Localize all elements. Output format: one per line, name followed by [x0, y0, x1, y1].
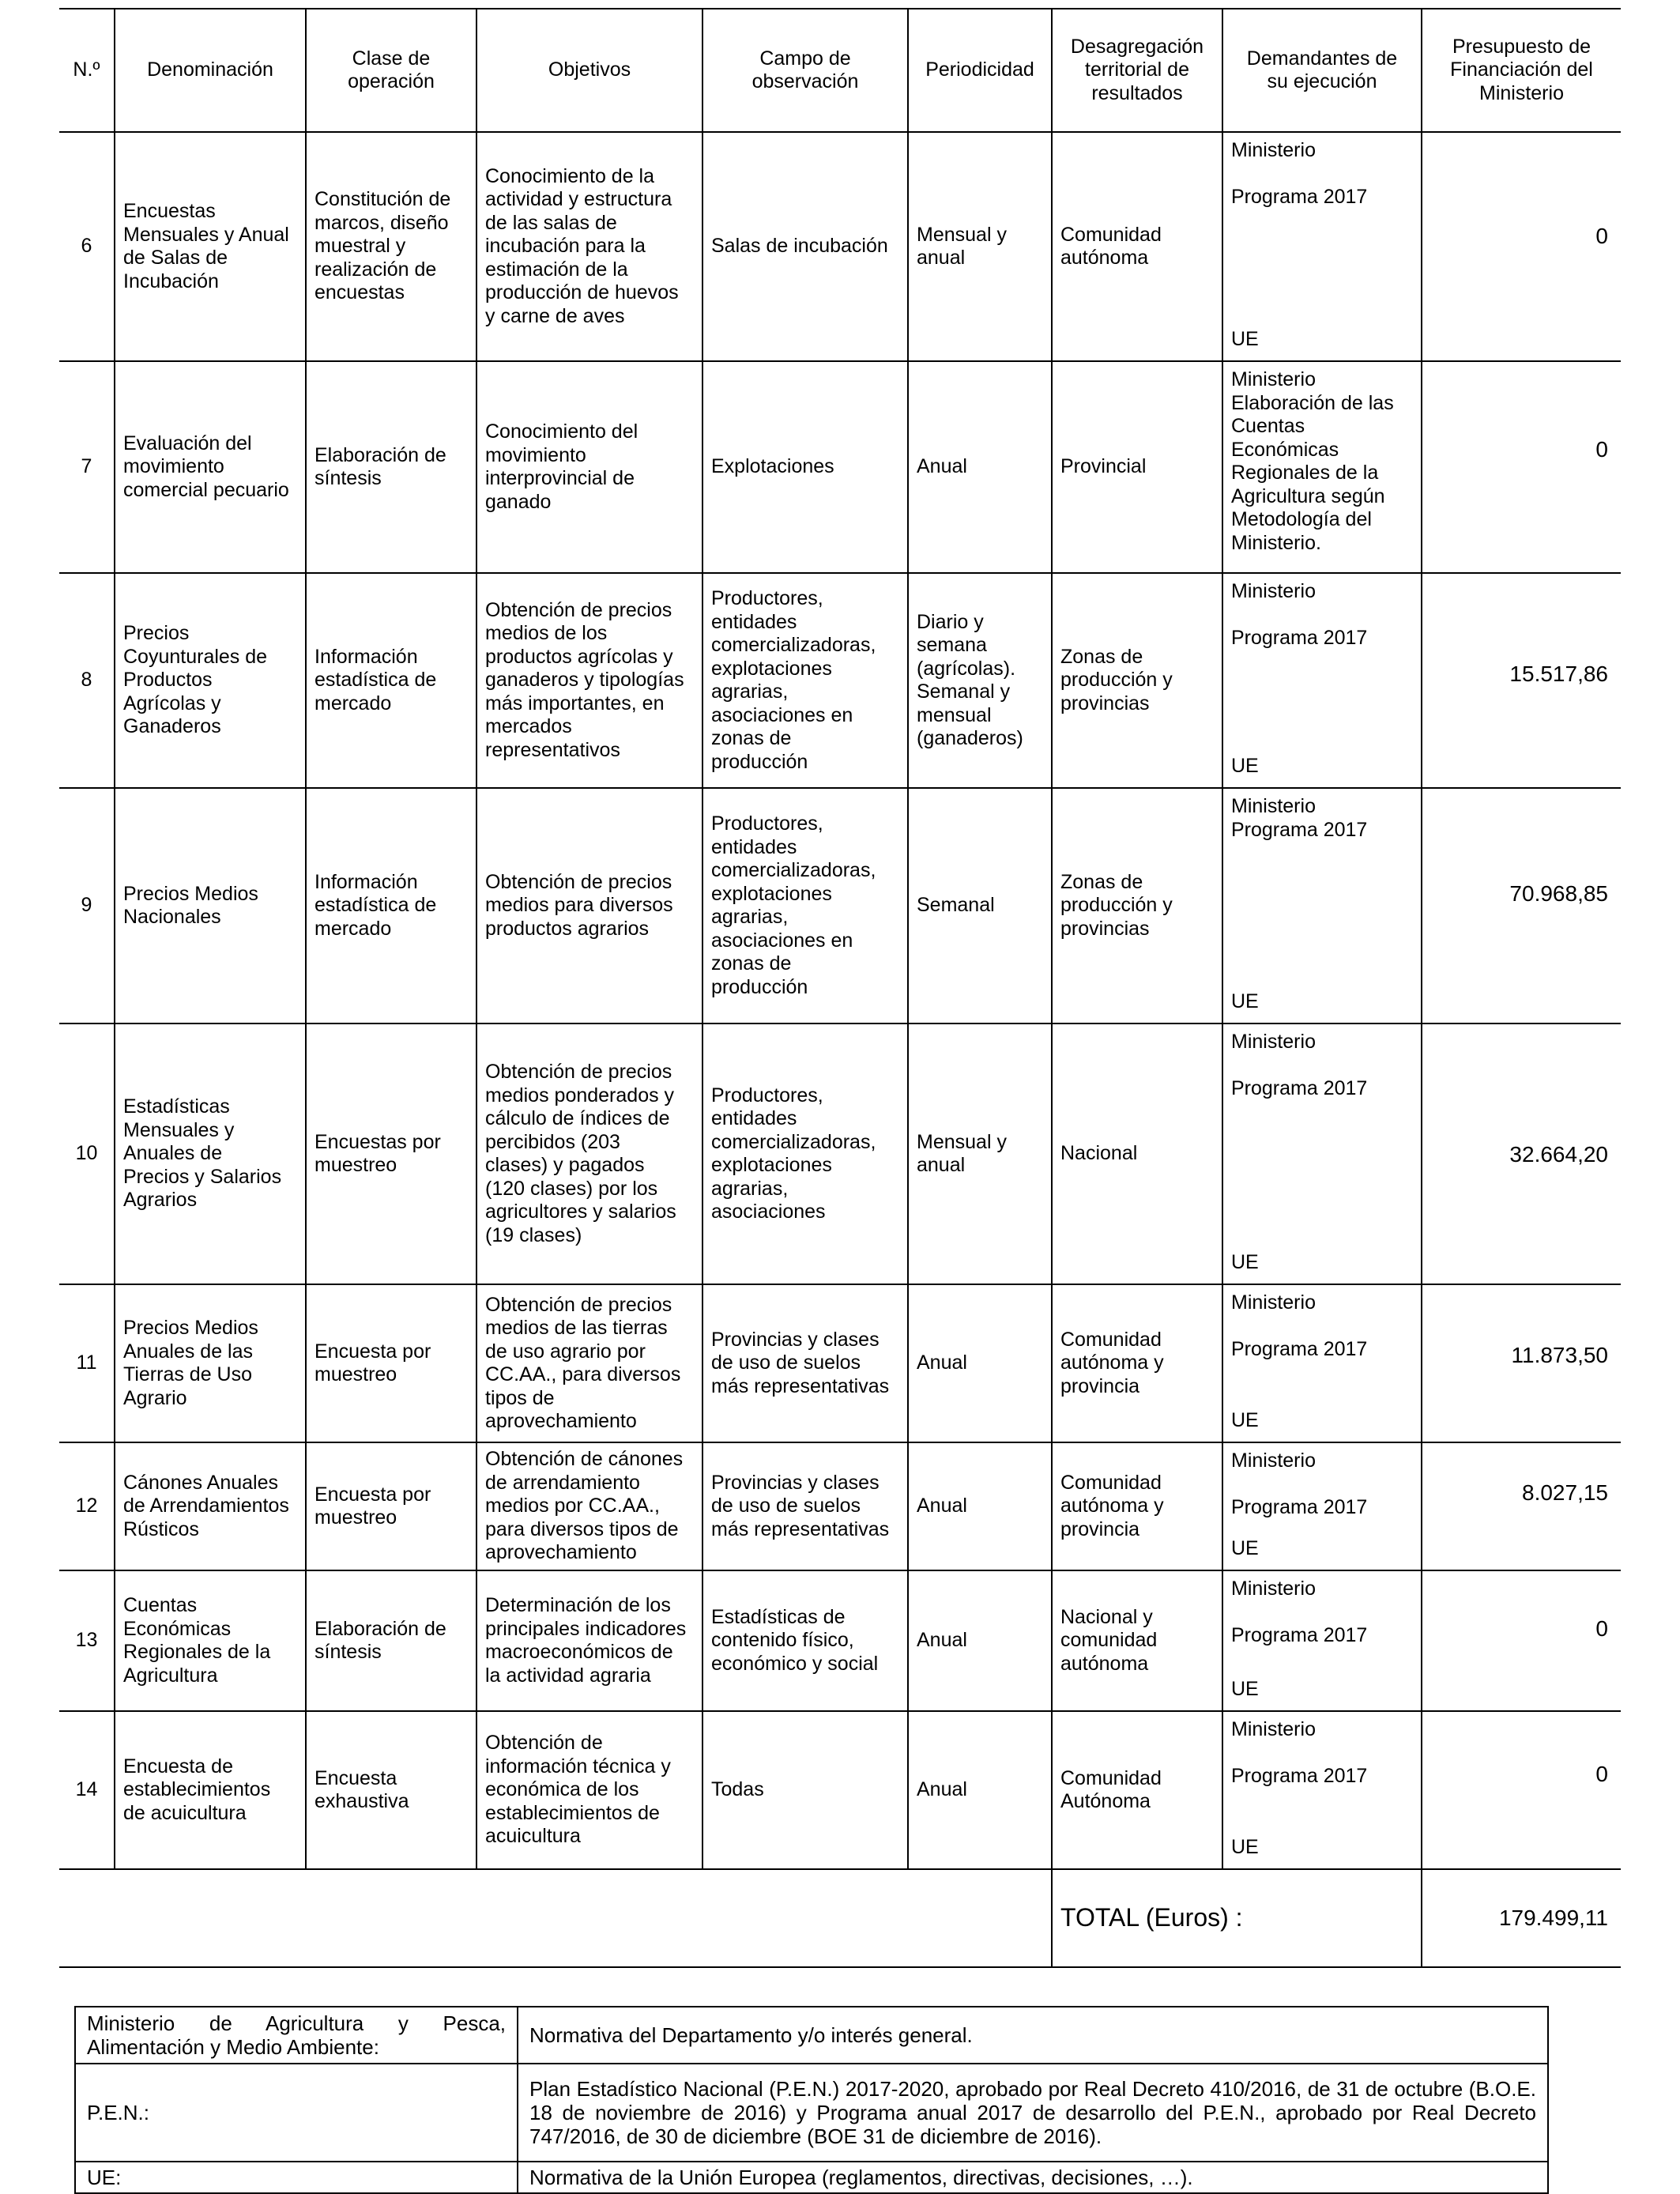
cell-campo: Todas [703, 1711, 908, 1869]
cell-clase: Constitución de marcos, diseño muestral y realización de encuestas [306, 132, 477, 361]
legend-row [75, 2162, 1548, 2193]
table-row [59, 132, 1621, 361]
cell-campo: Provincias y clases de uso de suelos más representativas [703, 1442, 908, 1570]
cell-clase: Información estadística de mercado [306, 788, 477, 1023]
cell-desagregacion: Nacional y comunidad autónoma [1052, 1570, 1222, 1711]
header-campo: Campo de observación [703, 9, 908, 132]
cell-periodicidad: Mensual y anual [908, 1023, 1052, 1284]
cell-demandantes [1222, 573, 1422, 788]
demandante-ue: UE [1231, 1408, 1259, 1431]
cell-demandantes [1222, 1570, 1422, 1711]
demandante-line: Ministerio [1231, 1031, 1316, 1053]
legend-row [75, 2064, 1548, 2162]
cell-objetivos: Obtención de precios medios para diversos productos agrarios [477, 788, 703, 1023]
cell-num: 9 [59, 788, 115, 1023]
demandante-line: Ministerio [1231, 1291, 1316, 1314]
header-objetivos: Objetivos [477, 9, 703, 132]
cell-periodicidad: Anual [908, 1284, 1052, 1442]
header-clase: Clase de operación [306, 9, 477, 132]
cell-desagregacion: Comunidad autónoma [1052, 132, 1222, 361]
demandante-ue: UE [1231, 990, 1259, 1012]
cell-clase: Encuesta exhaustiva [306, 1711, 477, 1869]
header-denominacion: Denominación [115, 9, 306, 132]
cell-num: 13 [59, 1570, 115, 1711]
header-num: N.º [59, 9, 115, 132]
cell-presupuesto: 0 [1422, 1570, 1621, 1711]
cell-clase: Encuestas por muestreo [306, 1023, 477, 1284]
cell-demandantes [1222, 1442, 1422, 1570]
legend-label: Ministerio de Agricultura y Pesca, Alimentación y Medio Ambiente: [75, 2007, 518, 2064]
table-row [59, 1442, 1621, 1570]
demandante-line: Ministerio Elaboración de las Cuentas Económicas Regionales de la Agricultura según Metodología del Ministerio. [1231, 368, 1394, 554]
demandante-ue: UE [1231, 1677, 1259, 1700]
cell-presupuesto: 11.873,50 [1422, 1284, 1621, 1442]
cell-periodicidad: Anual [908, 1442, 1052, 1570]
total-blank-cell [59, 1869, 1052, 1967]
cell-num: 10 [59, 1023, 115, 1284]
cell-periodicidad: Anual [908, 1711, 1052, 1869]
demandante-ue: UE [1231, 327, 1259, 350]
legend-table [74, 2006, 1549, 2194]
cell-denominacion: Precios Coyunturales de Productos Agrícolas y Ganaderos [115, 573, 306, 788]
cell-periodicidad: Anual [908, 361, 1052, 573]
cell-desagregacion: Comunidad autónoma y provincia [1052, 1284, 1222, 1442]
cell-objetivos: Obtención de precios medios de las tierras de uso agrario por CC.AA., para diversos tipos de aprovechamiento [477, 1284, 703, 1442]
legend-label: P.E.N.: [75, 2064, 518, 2162]
cell-denominacion: Estadísticas Mensuales y Anuales de Precios y Salarios Agrarios [115, 1023, 306, 1284]
header-demandantes: Demandantes de su ejecución [1222, 9, 1422, 132]
table-row [59, 1570, 1621, 1711]
table-row [59, 361, 1621, 573]
cell-denominacion: Precios Medios Nacionales [115, 788, 306, 1023]
total-value: 179.499,11 [1422, 1869, 1621, 1967]
demandante-line: Ministerio [1231, 139, 1316, 161]
demandante-line: Ministerio [1231, 1578, 1316, 1600]
cell-num: 7 [59, 361, 115, 573]
demandante-line: Ministerio [1231, 580, 1316, 602]
demandante-line: Programa 2017 [1231, 1764, 1368, 1787]
cell-denominacion: Cuentas Económicas Regionales de la Agricultura [115, 1570, 306, 1711]
cell-demandantes [1222, 132, 1422, 361]
cell-objetivos: Determinación de los principales indicadores macroeconómicos de la actividad agraria [477, 1570, 703, 1711]
statistics-table [59, 8, 1621, 1968]
cell-num: 6 [59, 132, 115, 361]
cell-num: 8 [59, 573, 115, 788]
cell-periodicidad: Mensual y anual [908, 132, 1052, 361]
cell-presupuesto: 70.968,85 [1422, 788, 1621, 1023]
demandante-line: Programa 2017 [1231, 1623, 1368, 1646]
demandante-ue: UE [1231, 1835, 1259, 1858]
cell-desagregacion: Zonas de producción y provincias [1052, 573, 1222, 788]
demandante-line: Programa 2017 [1231, 626, 1368, 649]
header-periodicidad: Periodicidad [908, 9, 1052, 132]
cell-desagregacion: Comunidad autónoma y provincia [1052, 1442, 1222, 1570]
cell-periodicidad: Semanal [908, 788, 1052, 1023]
cell-clase: Información estadística de mercado [306, 573, 477, 788]
cell-objetivos: Obtención de información técnica y económica de los establecimientos de acuicultura [477, 1711, 703, 1869]
demandante-ue: UE [1231, 1250, 1259, 1273]
table-row [59, 1711, 1621, 1869]
cell-objetivos: Obtención de precios medios ponderados y cálculo de índices de percibidos (203 clases) y pagados (120 clases) por los agricultores y salarios (19 clases) [477, 1023, 703, 1284]
cell-objetivos: Conocimiento de la actividad y estructura de las salas de incubación para la estimación de la producción de huevos y carne de aves [477, 132, 703, 361]
cell-num: 14 [59, 1711, 115, 1869]
cell-campo: Productores, entidades comercializadoras, explotaciones agrarias, asociaciones en zonas de producción [703, 788, 908, 1023]
total-row [59, 1869, 1621, 1967]
cell-presupuesto: 8.027,15 [1422, 1442, 1621, 1570]
legend-text: Plan Estadístico Nacional (P.E.N.) 2017-2020, aprobado por Real Decreto 410/2016, de 31 de octubre (B.O.E. 18 de noviembre de 2016) y Programa anual 2017 de desarrollo del P.E.N., aprobado por Real Decreto 747/2016, de 30 de diciembre (BOE 31 de diciembre de 2016). [518, 2064, 1548, 2162]
demandante-ue: UE [1231, 754, 1259, 777]
cell-demandantes [1222, 1711, 1422, 1869]
legend-label: UE: [75, 2162, 518, 2193]
cell-desagregacion: Provincial [1052, 361, 1222, 573]
cell-presupuesto: 0 [1422, 1711, 1621, 1869]
header-presupuesto: Presupuesto de Financiación del Ministerio [1422, 9, 1621, 132]
cell-presupuesto: 0 [1422, 361, 1621, 573]
cell-clase: Elaboración de síntesis [306, 361, 477, 573]
cell-campo: Explotaciones [703, 361, 908, 573]
cell-campo: Estadísticas de contenido físico, económico y social [703, 1570, 908, 1711]
cell-presupuesto: 32.664,20 [1422, 1023, 1621, 1284]
cell-objetivos: Conocimiento del movimiento interprovincial de ganado [477, 361, 703, 573]
cell-clase: Encuesta por muestreo [306, 1284, 477, 1442]
cell-desagregacion: Comunidad Autónoma [1052, 1711, 1222, 1869]
cell-clase: Encuesta por muestreo [306, 1442, 477, 1570]
demandante-ue: UE [1231, 1536, 1259, 1559]
cell-objetivos: Obtención de precios medios de los productos agrícolas y ganaderos y tipologías más importantes, en mercados representativos [477, 573, 703, 788]
cell-denominacion: Encuestas Mensuales y Anual de Salas de Incubación [115, 132, 306, 361]
cell-denominacion: Evaluación del movimiento comercial pecuario [115, 361, 306, 573]
total-label: TOTAL (Euros) : [1052, 1869, 1422, 1967]
cell-periodicidad: Anual [908, 1570, 1052, 1711]
cell-presupuesto: 15.517,86 [1422, 573, 1621, 788]
demandante-line: Ministerio Programa 2017 [1231, 795, 1368, 841]
cell-campo: Salas de incubación [703, 132, 908, 361]
cell-clase: Elaboración de síntesis [306, 1570, 477, 1711]
demandante-line: Programa 2017 [1231, 185, 1368, 208]
cell-demandantes [1222, 1284, 1422, 1442]
cell-campo: Provincias y clases de uso de suelos más representativas [703, 1284, 908, 1442]
cell-objetivos: Obtención de cánones de arrendamiento medios por CC.AA., para diversos tipos de aprovechamiento [477, 1442, 703, 1570]
cell-desagregacion: Zonas de producción y provincias [1052, 788, 1222, 1023]
legend-row [75, 2007, 1548, 2064]
header-desagregacion: Desagregación territorial de resultados [1052, 9, 1222, 132]
cell-campo: Productores, entidades comercializadoras, explotaciones agrarias, asociaciones [703, 1023, 908, 1284]
table-header-row [59, 9, 1621, 132]
cell-demandantes [1222, 788, 1422, 1023]
cell-demandantes [1222, 1023, 1422, 1284]
legend-text: Normativa del Departamento y/o interés general. [518, 2007, 1548, 2064]
demandante-line: Programa 2017 [1231, 1076, 1368, 1099]
cell-num: 11 [59, 1284, 115, 1442]
table-row [59, 573, 1621, 788]
cell-desagregacion: Nacional [1052, 1023, 1222, 1284]
cell-denominacion: Cánones Anuales de Arrendamientos Rústicos [115, 1442, 306, 1570]
demandante-line: Programa 2017 [1231, 1495, 1368, 1518]
cell-periodicidad: Diario y semana (agrícolas). Semanal y mensual (ganaderos) [908, 573, 1052, 788]
cell-presupuesto: 0 [1422, 132, 1621, 361]
cell-denominacion: Precios Medios Anuales de las Tierras de Uso Agrario [115, 1284, 306, 1442]
cell-num: 12 [59, 1442, 115, 1570]
table-row [59, 788, 1621, 1023]
demandante-line: Ministerio [1231, 1449, 1316, 1472]
cell-demandantes [1222, 361, 1422, 573]
table-row [59, 1023, 1621, 1284]
cell-campo: Productores, entidades comercializadoras, explotaciones agrarias, asociaciones en zonas de producción [703, 573, 908, 788]
legend-text: Normativa de la Unión Europea (reglamentos, directivas, decisiones, …). [518, 2162, 1548, 2193]
cell-denominacion: Encuesta de establecimientos de acuicultura [115, 1711, 306, 1869]
demandante-line: Programa 2017 [1231, 1337, 1368, 1360]
table-row [59, 1284, 1621, 1442]
demandante-line: Ministerio [1231, 1718, 1316, 1740]
